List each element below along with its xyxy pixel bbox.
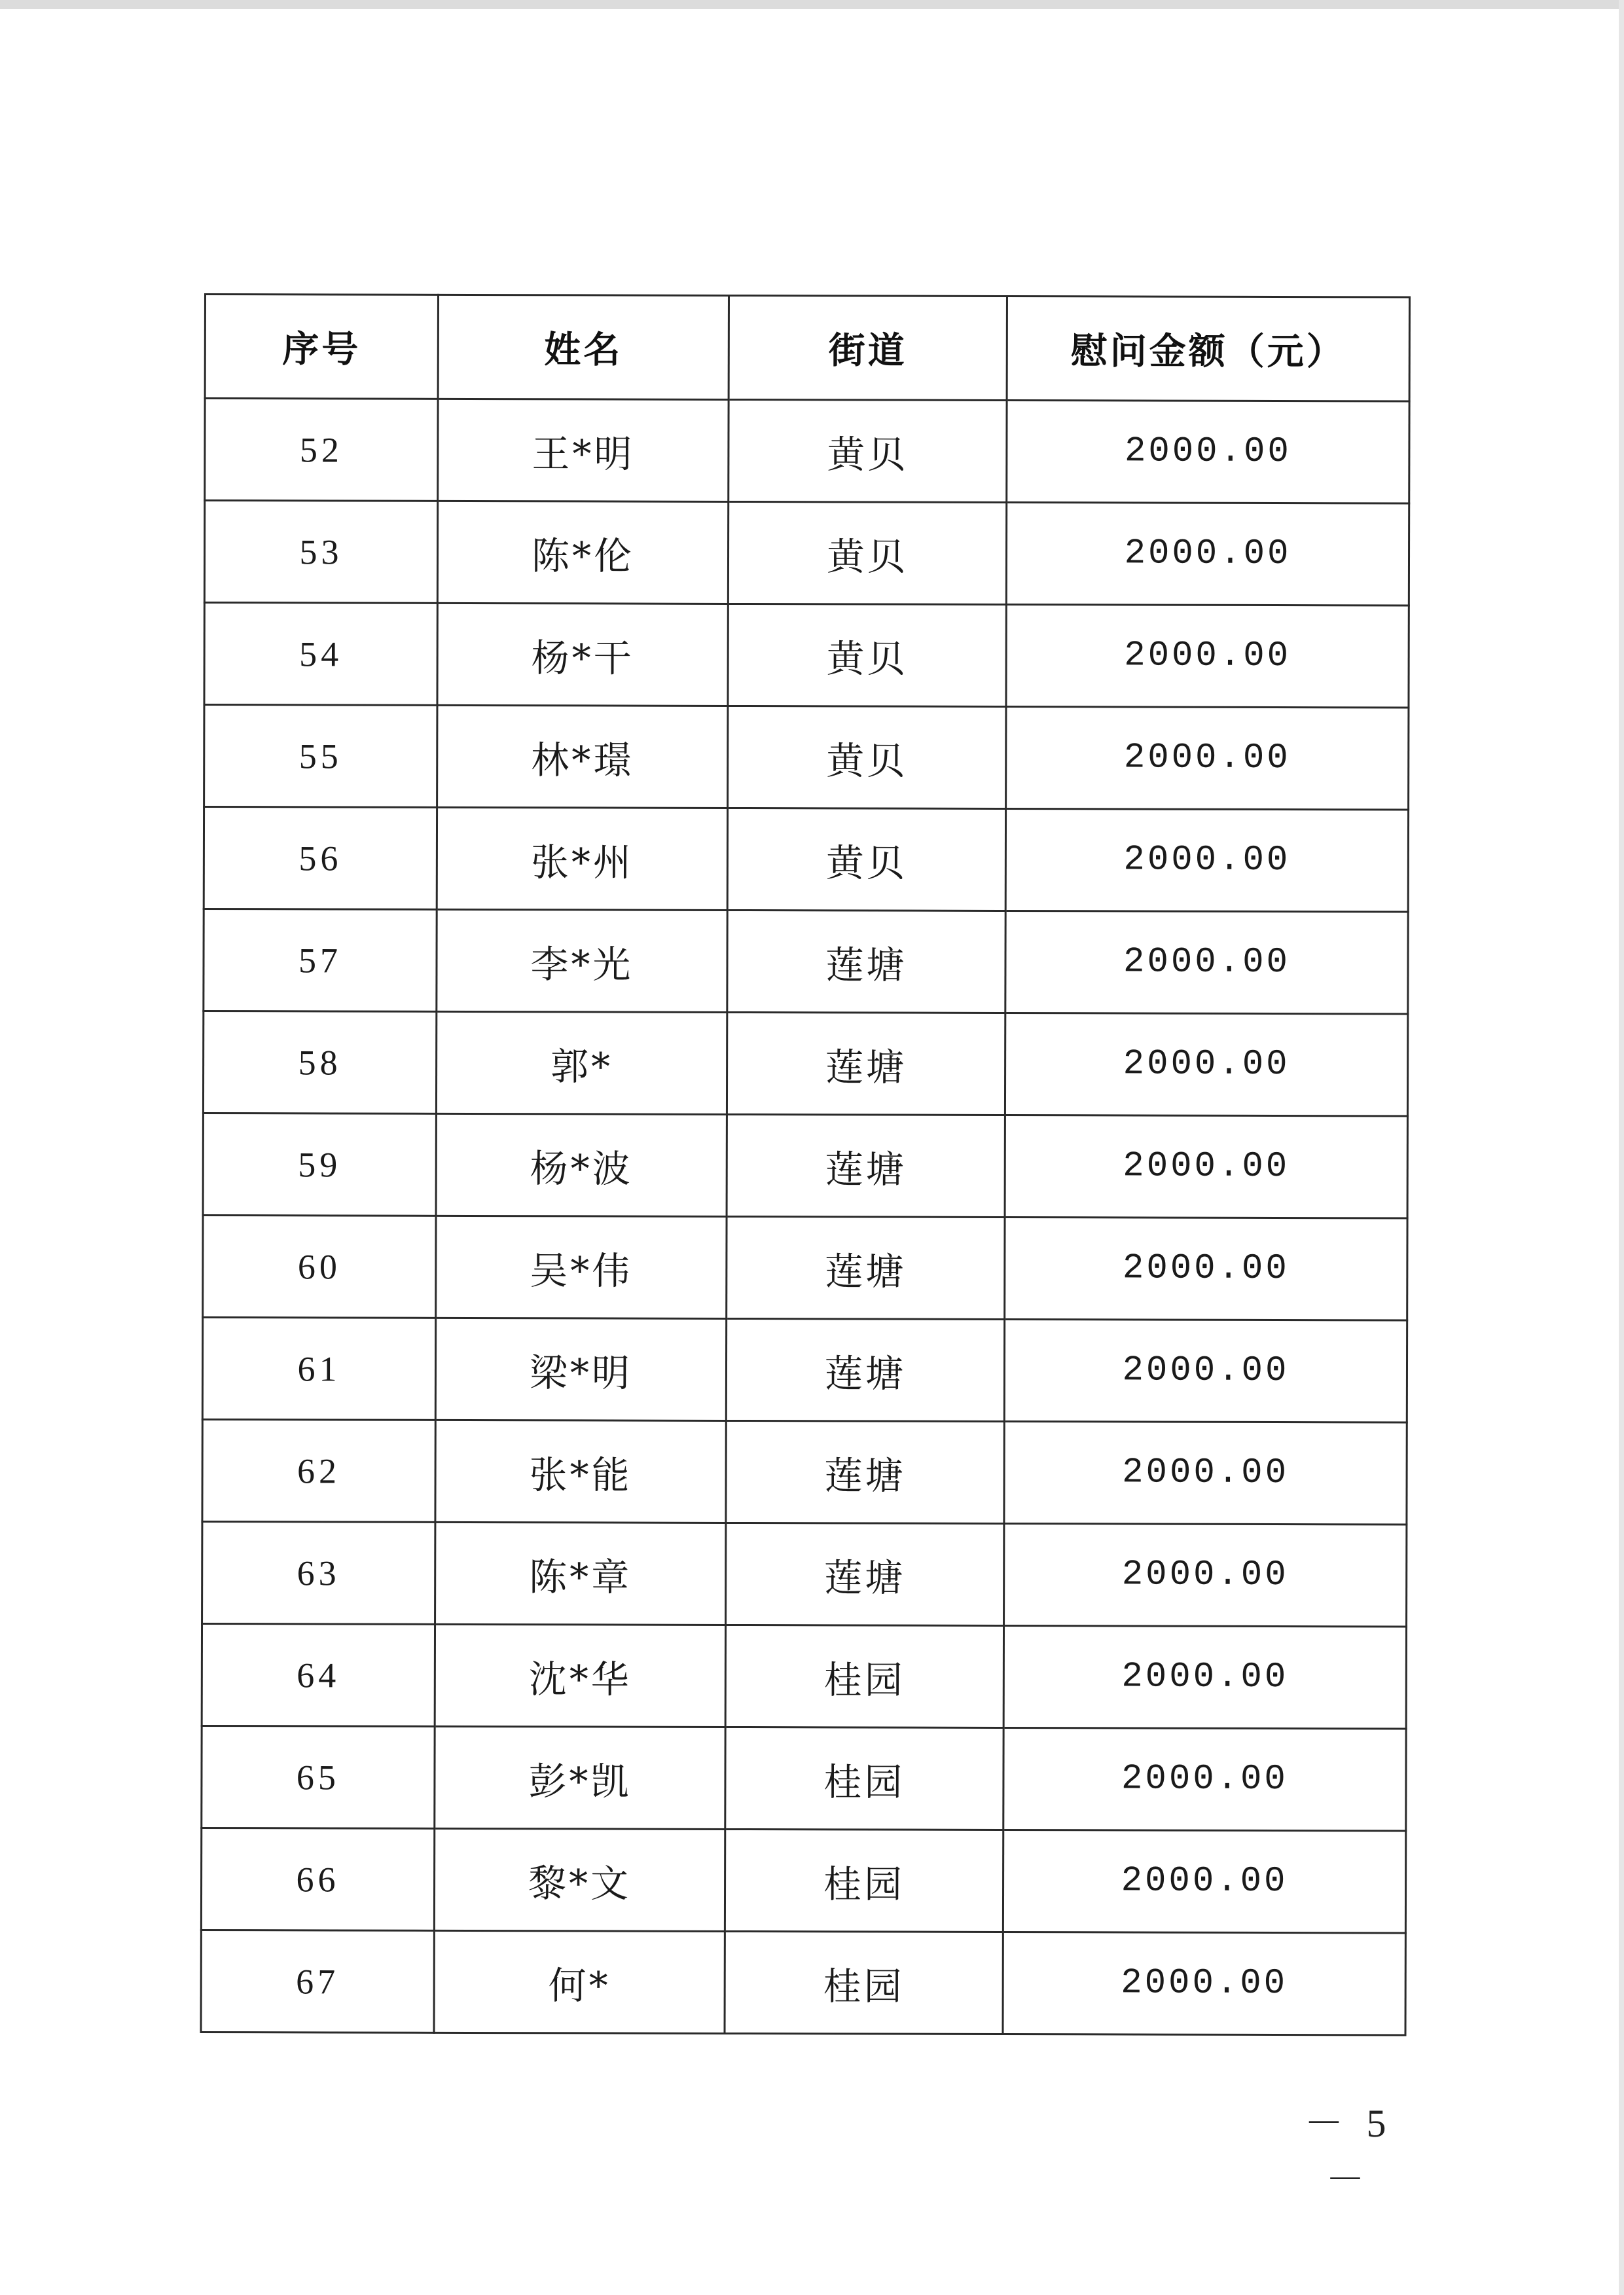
cell-amount: 2000.00 xyxy=(1003,1625,1406,1729)
table-row xyxy=(202,1726,1406,1830)
cell-serial-number: 57 xyxy=(204,909,437,1012)
header-amount: 慰问金额（元） xyxy=(1007,296,1409,401)
cell-serial-number: 54 xyxy=(204,603,437,706)
cell-amount: 2000.00 xyxy=(1003,1830,1405,1933)
table-row xyxy=(204,807,1408,912)
table-row xyxy=(205,399,1409,503)
cell-street: 莲塘 xyxy=(727,1216,1005,1319)
cell-name: 陈*章 xyxy=(435,1522,726,1625)
cell-serial-number: 53 xyxy=(204,501,437,604)
header-row xyxy=(205,295,1409,401)
cell-amount: 2000.00 xyxy=(1007,400,1409,503)
table-row xyxy=(201,1828,1405,1932)
cell-amount: 2000.00 xyxy=(1005,1013,1407,1116)
cell-street: 莲塘 xyxy=(727,1114,1005,1217)
table-row xyxy=(202,1623,1406,1728)
header-serial-number: 序号 xyxy=(205,295,438,399)
cell-street: 黄贝 xyxy=(727,808,1005,911)
cell-street: 莲塘 xyxy=(726,1523,1004,1625)
cell-serial-number: 67 xyxy=(201,1930,434,2033)
cell-name: 杨*波 xyxy=(436,1113,727,1216)
cell-amount: 2000.00 xyxy=(1006,502,1409,605)
cell-serial-number: 66 xyxy=(201,1828,434,1930)
cell-name: 郭* xyxy=(436,1011,727,1114)
cell-serial-number: 61 xyxy=(202,1317,435,1420)
cell-street: 桂园 xyxy=(725,1829,1003,1932)
page-number: － 5 － xyxy=(1304,2102,1393,2201)
cell-street: 黄贝 xyxy=(728,501,1006,604)
table-row xyxy=(204,501,1409,605)
header-name: 姓名 xyxy=(438,295,729,399)
cell-amount: 2000.00 xyxy=(1004,1319,1407,1422)
table-row xyxy=(204,909,1408,1014)
cell-street: 莲塘 xyxy=(727,910,1005,1013)
table-header xyxy=(205,295,1409,401)
scan-edge-right xyxy=(1619,0,1624,2295)
cell-serial-number: 62 xyxy=(202,1419,435,1522)
cell-street: 桂园 xyxy=(725,1625,1003,1727)
cell-street: 黄贝 xyxy=(728,706,1006,808)
cell-name: 梁*明 xyxy=(435,1318,726,1420)
cell-name: 何* xyxy=(434,1930,725,2033)
cell-name: 杨*干 xyxy=(437,603,728,706)
cell-name: 林*璟 xyxy=(437,705,728,808)
cell-name: 李*光 xyxy=(437,909,727,1012)
cell-serial-number: 59 xyxy=(203,1113,436,1216)
cell-amount: 2000.00 xyxy=(1006,604,1409,708)
cell-street: 桂园 xyxy=(725,1931,1003,2034)
cell-street: 莲塘 xyxy=(726,1420,1004,1523)
scan-edge-top xyxy=(0,0,1624,9)
cell-serial-number: 52 xyxy=(205,399,438,501)
cell-amount: 2000.00 xyxy=(1004,1421,1407,1525)
table-row xyxy=(202,1521,1407,1626)
cell-amount: 2000.00 xyxy=(1005,1217,1407,1320)
cell-name: 黎*文 xyxy=(434,1828,725,1931)
cell-serial-number: 63 xyxy=(202,1521,435,1624)
cell-street: 桂园 xyxy=(725,1727,1003,1830)
cell-street: 莲塘 xyxy=(726,1318,1004,1421)
table-container xyxy=(200,293,1409,2036)
cell-serial-number: 65 xyxy=(202,1726,435,1828)
cell-amount: 2000.00 xyxy=(1005,1115,1407,1218)
cell-serial-number: 56 xyxy=(204,807,437,910)
cell-amount: 2000.00 xyxy=(1005,911,1408,1014)
cell-name: 王*明 xyxy=(438,399,729,501)
table-row xyxy=(201,1930,1405,2034)
table-row xyxy=(202,1317,1407,1422)
cell-street: 黄贝 xyxy=(729,399,1007,502)
cell-name: 张*州 xyxy=(437,807,727,910)
table-body xyxy=(201,399,1409,2035)
cell-serial-number: 58 xyxy=(203,1011,436,1114)
cell-serial-number: 60 xyxy=(203,1215,436,1318)
cell-amount: 2000.00 xyxy=(1005,808,1408,912)
table-row xyxy=(203,1215,1407,1320)
relief-payment-table xyxy=(200,293,1411,2036)
cell-name: 彭*凯 xyxy=(435,1726,725,1829)
cell-amount: 2000.00 xyxy=(1004,1523,1407,1627)
cell-name: 沈*华 xyxy=(435,1624,725,1727)
cell-name: 陈*伦 xyxy=(437,501,728,604)
cell-street: 黄贝 xyxy=(728,604,1006,706)
cell-name: 张*能 xyxy=(435,1420,726,1523)
cell-amount: 2000.00 xyxy=(1003,1727,1406,1831)
cell-amount: 2000.00 xyxy=(1006,706,1409,810)
table-row xyxy=(204,705,1409,810)
cell-serial-number: 55 xyxy=(204,705,437,808)
table-row xyxy=(203,1113,1407,1218)
cell-name: 吴*伟 xyxy=(436,1216,727,1318)
cell-amount: 2000.00 xyxy=(1003,1932,1405,2035)
table-row xyxy=(203,1011,1407,1116)
cell-serial-number: 64 xyxy=(202,1623,435,1726)
table-row xyxy=(202,1419,1407,1524)
header-street: 街道 xyxy=(729,295,1007,400)
cell-street: 莲塘 xyxy=(727,1012,1005,1115)
table-row xyxy=(204,603,1409,708)
